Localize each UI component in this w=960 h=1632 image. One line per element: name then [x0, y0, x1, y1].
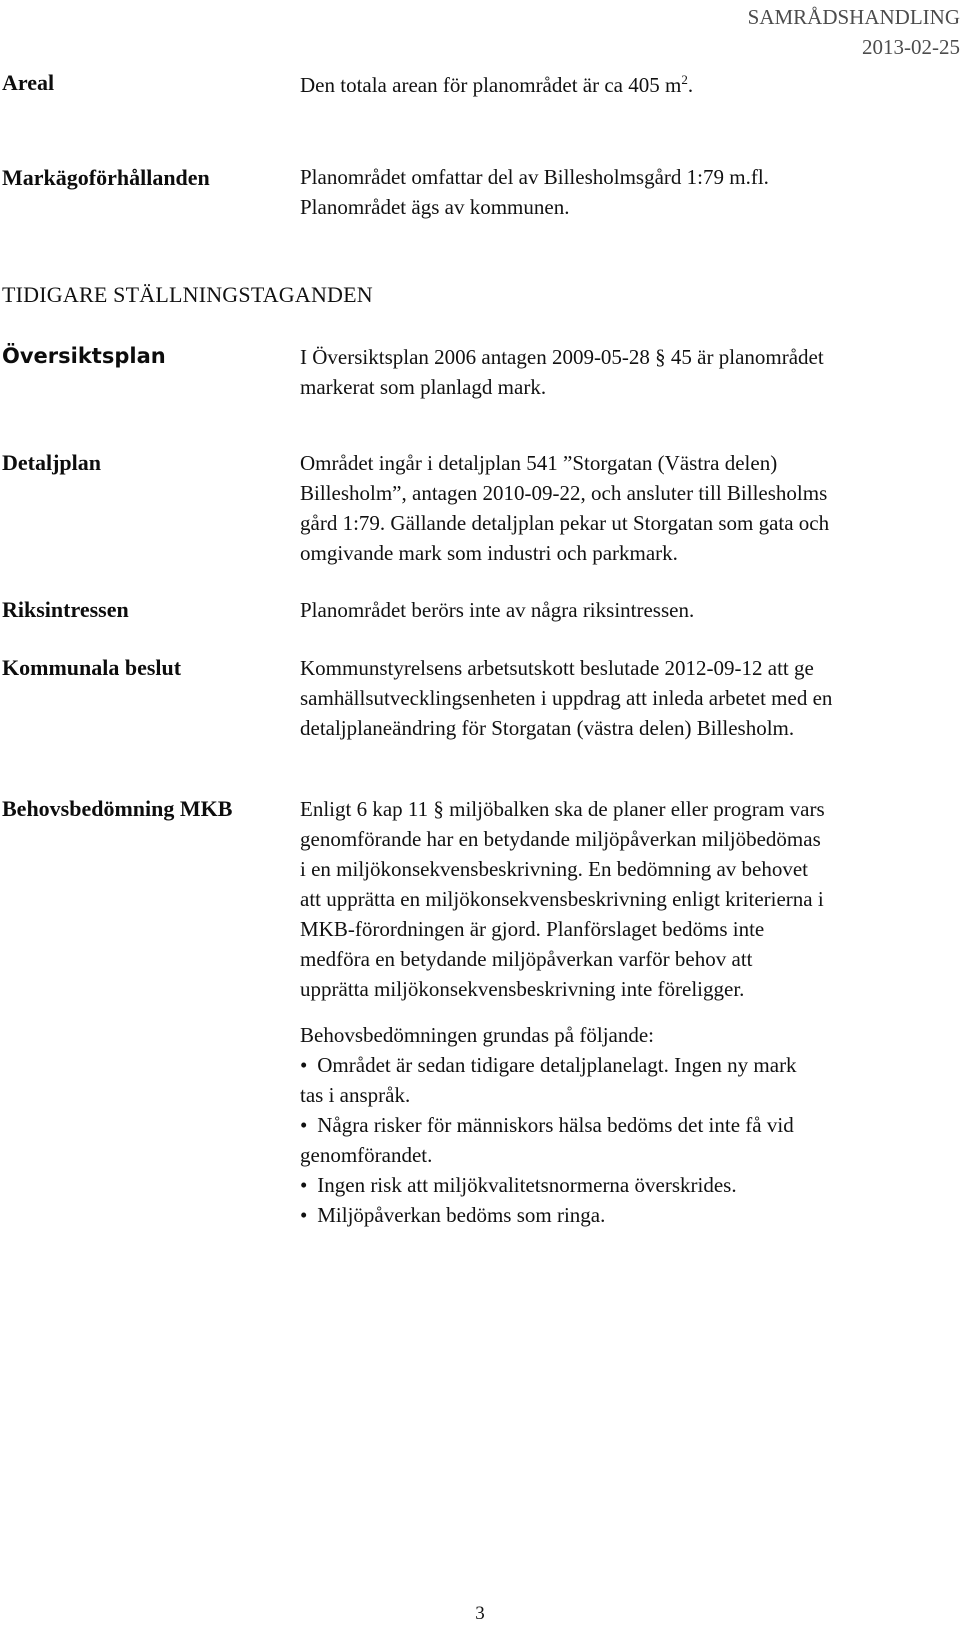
kommunala-label: Kommunala beslut: [2, 655, 182, 680]
riksintressen-text: Planområdet berörs inte av några riksintressen.: [300, 598, 695, 622]
text-line: att upprätta en miljökonsekvensbeskrivning enligt kriterierna i: [300, 887, 824, 911]
list-item-continuation: tas i anspråk.: [300, 1083, 411, 1107]
text-line: MKB-förordningen är gjord. Planförslaget bedöms inte: [300, 917, 765, 941]
mkb-basis: [300, 1020, 960, 1230]
list-item-continuation: genomförandet.: [300, 1143, 433, 1167]
text-line: Billesholm”, antagen 2010-09-22, och ansluter till Billesholms: [300, 481, 828, 505]
list-item-text: Ingen risk att miljökvalitetsnormerna överskrides.: [317, 1173, 737, 1197]
basis-list: [300, 1050, 960, 1230]
text-line: medföra en betydande miljöpåverkan varför behov att: [300, 947, 753, 971]
oversiktsplan-text: [300, 342, 960, 402]
bullet-icon: •: [300, 1113, 308, 1137]
areal-text: [300, 70, 960, 100]
text-line: upprätta miljökonsekvensbeskrivning inte föreligger.: [300, 977, 745, 1001]
document-type: SAMRÅDSHANDLING: [747, 5, 960, 29]
oversiktsplan-label: Översiktsplan: [2, 344, 166, 368]
areal-text-end: .: [687, 73, 694, 97]
page-number: 3: [475, 1603, 485, 1624]
document-date: 2013-02-25: [862, 35, 960, 59]
mkb-text: [300, 794, 960, 1004]
text-line: Enligt 6 kap 11 § miljöbalken ska de planer eller program vars: [300, 797, 825, 821]
text-line: Området ingår i detaljplan 541 ”Storgatan (Västra delen): [300, 451, 778, 475]
text-line: i en miljökonsekvensbeskrivning. En bedömning av behovet: [300, 857, 808, 881]
text-line: markerat som planlagd mark.: [300, 375, 547, 399]
list-item-text: Miljöpåverkan bedöms som ringa.: [317, 1203, 606, 1227]
list-item: [300, 1050, 960, 1080]
areal-superscript: 2: [681, 72, 688, 87]
list-item: [300, 1200, 960, 1230]
text-line: I Översiktsplan 2006 antagen 2009-05-28 § 45 är planområdet: [300, 345, 824, 369]
mkb-label: Behovsbedömning MKB: [2, 796, 233, 821]
text-line: Kommunstyrelsens arbetsutskott beslutade 2012-09-12 att ge: [300, 656, 814, 680]
text-line: gård 1:79. Gällande detaljplan pekar ut Storgatan som gata och: [300, 511, 830, 535]
areal-text-main: Den totala arean för planområdet är ca 405 m: [300, 73, 682, 97]
markagare-label: Markägoförhållanden: [2, 165, 210, 190]
detaljplan-label: Detaljplan: [2, 450, 101, 475]
text-line: Planområdet ägs av kommunen.: [300, 195, 570, 219]
section-heading: TIDIGARE STÄLLNINGSTAGANDEN: [2, 282, 373, 307]
bullet-icon: •: [300, 1173, 308, 1197]
areal-label: Areal: [2, 70, 55, 95]
bullet-icon: •: [300, 1053, 308, 1077]
list-item-text: Några risker för människors hälsa bedöms det inte få vid: [317, 1113, 794, 1137]
text-line: omgivande mark som industri och parkmark.: [300, 541, 678, 565]
text-line: genomförande har en betydande miljöpåverkan miljöbedömas: [300, 827, 821, 851]
list-item-text: Området är sedan tidigare detaljplanelagt. Ingen ny mark: [317, 1053, 797, 1077]
detaljplan-text: [300, 448, 960, 568]
basis-intro: Behovsbedömningen grundas på följande:: [300, 1023, 655, 1047]
document-header: [748, 2, 960, 62]
text-line: detaljplaneändring för Storgatan (västra delen) Billesholm.: [300, 716, 795, 740]
text-line: Planområdet omfattar del av Billesholmsgård 1:79 m.fl.: [300, 165, 769, 189]
list-item: [300, 1170, 960, 1200]
list-item: [300, 1110, 960, 1140]
riksintressen-label: Riksintressen: [2, 597, 129, 622]
markagare-text: [300, 162, 960, 222]
bullet-icon: •: [300, 1203, 308, 1227]
kommunala-text: [300, 653, 960, 743]
text-line: samhällsutvecklingsenheten i uppdrag att inleda arbetet med en: [300, 686, 833, 710]
